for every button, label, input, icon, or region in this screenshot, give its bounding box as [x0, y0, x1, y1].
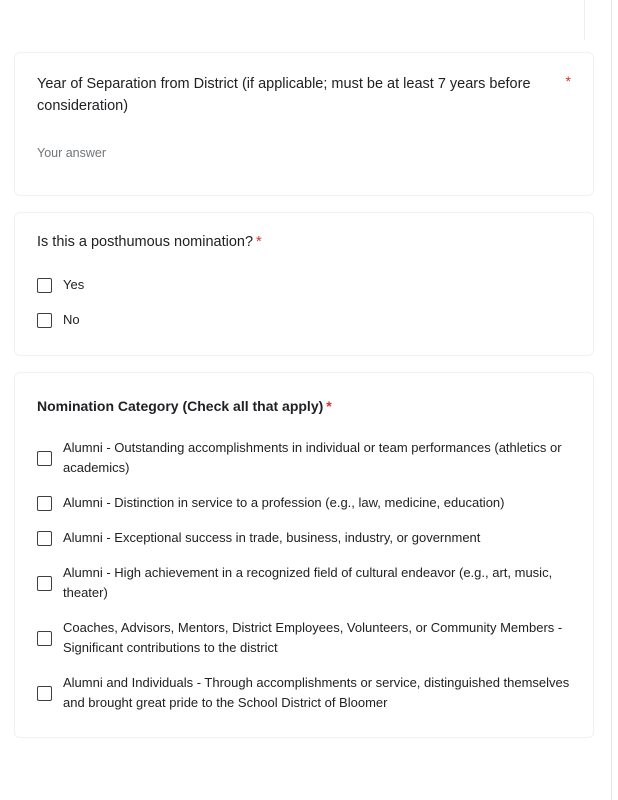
option-label: Yes — [63, 277, 85, 292]
question-title — [37, 231, 262, 253]
option-label: Alumni - Exceptional success in trade, business, industry, or government — [63, 530, 481, 545]
question-title — [37, 73, 557, 117]
checkbox[interactable] — [37, 313, 52, 328]
option-alumni-cultural-endeavor[interactable] — [37, 563, 571, 603]
option-alumni-outstanding-accomplishments[interactable] — [37, 438, 571, 478]
question-card-year-of-separation — [14, 52, 594, 196]
checkbox[interactable] — [37, 576, 52, 591]
option-label: Coaches, Advisors, Mentors, District Employees, Volunteers, or Community Members - Significant contributions to the district — [63, 620, 563, 655]
option-coaches-advisors-community[interactable] — [37, 618, 571, 658]
question-title-text: Nomination Category (Check all that apply) — [37, 398, 324, 414]
scan-edge — [611, 0, 612, 800]
required-asterisk: * — [565, 73, 571, 89]
required-asterisk: * — [326, 398, 332, 414]
checkbox[interactable] — [37, 631, 52, 646]
question-title-text: Is this a posthumous nomination? — [37, 234, 254, 250]
year-of-separation-input[interactable]: Your answer — [37, 146, 107, 160]
option-yes[interactable] — [37, 275, 571, 295]
question-card-posthumous — [14, 212, 594, 356]
checkbox[interactable] — [37, 686, 52, 701]
checkbox[interactable] — [37, 451, 52, 466]
checkbox[interactable] — [37, 531, 52, 546]
question-card-nomination-category — [14, 372, 594, 738]
required-asterisk: * — [256, 234, 262, 250]
option-label: Alumni - Outstanding accomplishments in individual or team performances (athletics or academics) — [63, 440, 562, 475]
option-alumni-trade-business[interactable] — [37, 528, 571, 548]
scan-edge-top — [584, 0, 585, 40]
question-title — [37, 395, 332, 417]
option-alumni-service-to-profession[interactable] — [37, 493, 571, 513]
option-label: Alumni - High achievement in a recognized field of cultural endeavor (e.g., art, music, theater) — [63, 565, 553, 600]
checkbox[interactable] — [37, 278, 52, 293]
option-label: No — [63, 312, 80, 327]
checkbox[interactable] — [37, 496, 52, 511]
option-alumni-and-individuals-pride[interactable] — [37, 673, 571, 713]
question-title-text: Year of Separation from District (if applicable; must be at least 7 years before consideration) — [37, 76, 531, 114]
option-label: Alumni and Individuals - Through accomplishments or service, distinguished themselves and brought great pride to the School District of Bloomer — [63, 675, 570, 710]
option-label: Alumni - Distinction in service to a profession (e.g., law, medicine, education) — [63, 495, 505, 510]
option-no[interactable] — [37, 310, 571, 330]
